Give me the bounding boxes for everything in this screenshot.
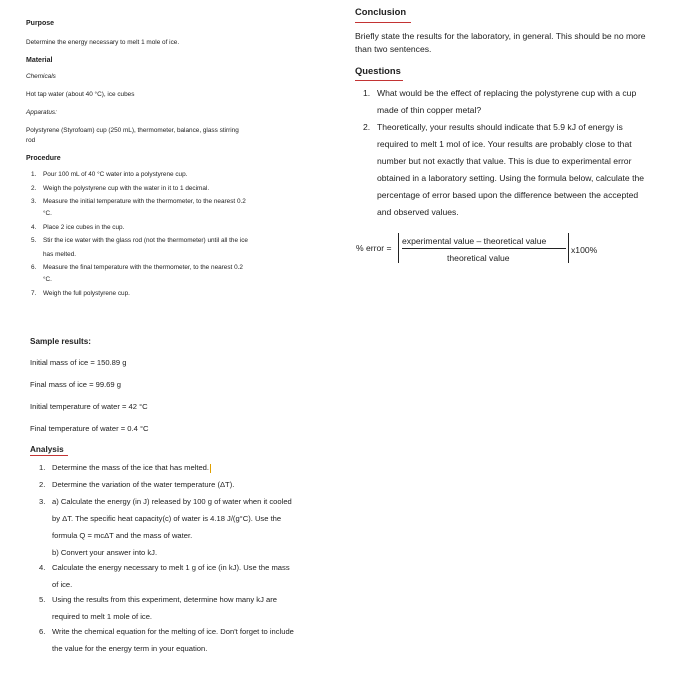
question-line: Theoretically, your results should indicate that 5.9 kJ of energy is (377, 122, 623, 132)
material-heading: Material (26, 57, 53, 64)
chemicals-text: Hot tap water (about 40 °C), ice cubes (26, 91, 135, 98)
abs-bar-right (568, 233, 569, 263)
analysis-line: Write the chemical equation for the melting of ice. Don't forget to include (52, 627, 294, 636)
fraction-line (402, 248, 566, 249)
sample-line: Final temperature of water = 0.4 °C (30, 424, 149, 433)
analysis-line: the value for the energy term in your equation. (52, 644, 208, 653)
purpose-text: Determine the energy necessary to melt 1 mole of ice. (26, 39, 180, 46)
sample-results-heading: Sample results: (30, 337, 91, 346)
question-number: 1. (363, 88, 371, 98)
question-line: What would be the effect of replacing the polystyrene cup with a cup (377, 88, 637, 98)
analysis-line: Using the results from this experiment, determine how many kJ are (52, 595, 277, 604)
text-cursor (210, 464, 211, 473)
analysis-line: of ice. (52, 580, 73, 589)
procedure-step: 4. Place 2 ice cubes in the cup. (31, 224, 125, 231)
analysis-line: b) Convert your answer into kJ. (52, 548, 158, 557)
analysis-line: required to melt 1 mole of ice. (52, 612, 153, 621)
question-line: number but not exactly that value. This is due to experimental error (377, 156, 632, 166)
formula-suffix: x100% (571, 245, 598, 255)
question-line: percentage of error based upon the difference between the accepted (377, 190, 639, 200)
formula-denominator: theoretical value (447, 253, 510, 263)
question-line: obtained in a laboratory setting. Using the formula below, calculate the (377, 173, 645, 183)
analysis-line: by ΔT. The specific heat capacity(c) of water is 4.18 J/(g°C). Use the (52, 514, 282, 523)
analysis-line: Determine the mass of the ice that has melted. (52, 463, 210, 472)
procedure-step: 1. Pour 100 mL of 40 °C water into a polystyrene cup. (31, 171, 188, 178)
analysis-line: formula Q = mcΔT and the mass of water. (52, 531, 193, 540)
conclusion-text-line2: than two sentences. (355, 44, 432, 54)
procedure-step: 2. Weigh the polystyrene cup with the water in it to 1 decimal. (31, 185, 210, 192)
questions-heading: Questions (355, 65, 401, 76)
sample-line: Initial temperature of water = 42 °C (30, 402, 148, 411)
apparatus-text-line2: rod (26, 137, 36, 144)
question-line: required to melt 1 mol of ice. Your results are probably close to that (377, 139, 632, 149)
questions-underline (355, 80, 403, 81)
procedure-step: 7. Weigh the full polystyrene cup. (31, 290, 130, 297)
procedure-step-cont: has melted. (43, 251, 77, 258)
procedure-step-cont: °C. (43, 276, 52, 283)
procedure-step: 6. Measure the final temperature with the thermometer, to the nearest 0.2 (31, 264, 243, 271)
analysis-line: Determine the variation of the water temperature (ΔT). (52, 480, 235, 489)
procedure-step: 3. Measure the initial temperature with the thermometer, to the nearest 0.2 (31, 198, 246, 205)
formula-numerator: experimental value – theoretical value (402, 236, 547, 246)
conclusion-underline (355, 22, 411, 23)
apparatus-text-line1: Polystyrene (Styrofoam) cup (250 mL), thermometer, balance, glass stirring (26, 127, 239, 134)
procedure-step-cont: °C. (43, 210, 52, 217)
purpose-heading: Purpose (26, 20, 55, 27)
chemicals-label: Chemicals (26, 73, 56, 80)
analysis-line: Calculate the energy necessary to melt 1 g of ice (in kJ). Use the mass (52, 563, 290, 572)
sample-line: Final mass of ice = 99.69 g (30, 380, 121, 389)
analysis-heading: Analysis (30, 445, 64, 454)
analysis-underline (30, 455, 68, 456)
conclusion-heading: Conclusion (355, 6, 407, 17)
abs-bar-left (398, 233, 399, 263)
analysis-line: a) Calculate the energy (in J) released by 100 g of water when it cooled (52, 497, 292, 506)
formula-prefix: % error = (356, 243, 392, 253)
sample-line: Initial mass of ice = 150.89 g (30, 358, 127, 367)
question-line: and observed values. (377, 207, 459, 217)
question-number: 2. (363, 122, 371, 132)
question-line: made of thin copper metal? (377, 105, 482, 115)
conclusion-text-line1: Briefly state the results for the laboratory, in general. This should be no more (355, 31, 646, 41)
procedure-heading: Procedure (26, 155, 61, 162)
procedure-step: 5. Stir the ice water with the glass rod (not the thermometer) until all the ice (31, 237, 248, 244)
procedure-list (31, 172, 321, 302)
apparatus-label: Apparatus: (26, 109, 57, 116)
